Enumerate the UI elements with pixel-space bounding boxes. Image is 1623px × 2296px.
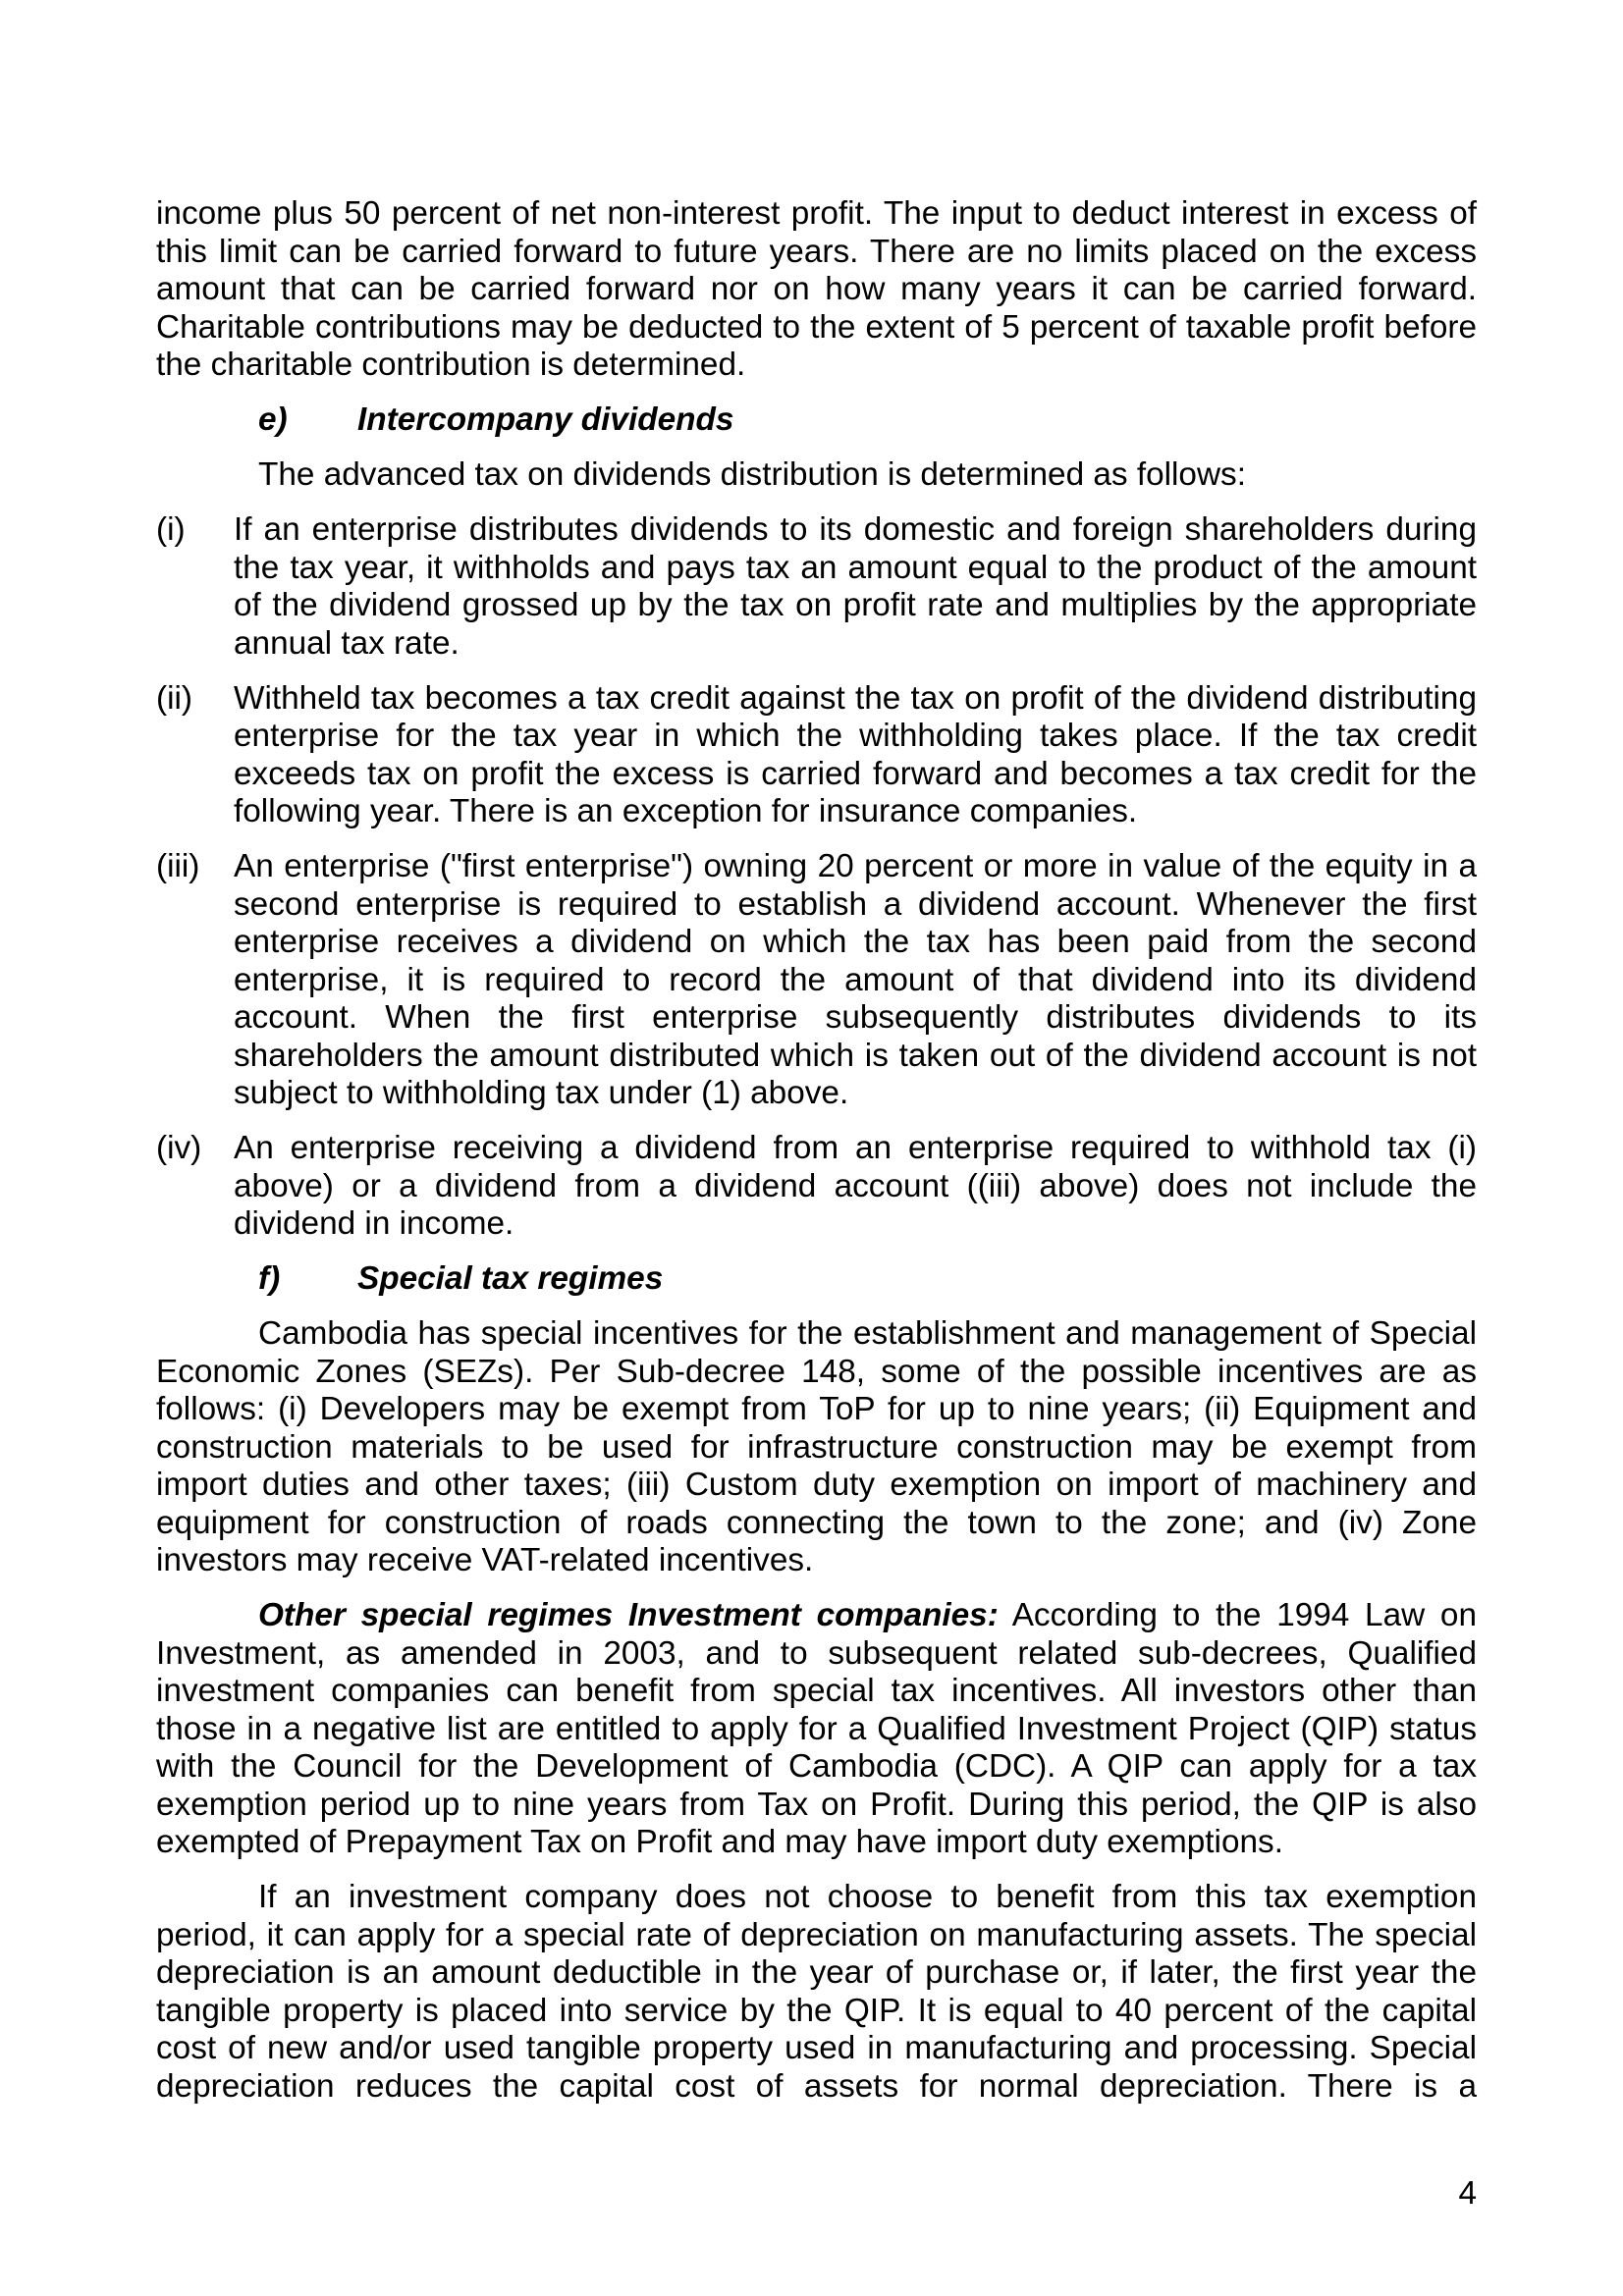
run-in-heading: Other special regimes Investment companies: xyxy=(258,1597,999,1633)
paragraph-line: dividend in income. xyxy=(234,1205,514,1242)
paragraph-line: The advanced tax on dividends distribution is determined as follows: xyxy=(258,456,1246,493)
paragraph-line: enterprise receives a dividend on which the tax has been paid from the second xyxy=(234,924,1477,960)
section-intro-paragraph xyxy=(156,456,1477,495)
paragraph-special-depreciation xyxy=(156,1879,1477,2106)
list-item-label: (ii) xyxy=(156,679,193,717)
paragraph-line: those in a negative list are entitled to apply for a Qualified Investment Project (QIP) status xyxy=(156,1710,1477,1747)
paragraph-line: enterprise, it is required to record the amount of that dividend into its dividend xyxy=(234,961,1477,998)
paragraph-line: An enterprise ("first enterprise") owning 20 percent or more in value of the equity in a xyxy=(234,848,1477,884)
section-heading-special-tax-regimes xyxy=(156,1260,1477,1299)
paragraph-investment-companies xyxy=(156,1597,1477,1862)
paragraph-line: If an enterprise distributes dividends to its domestic and foreign shareholders during xyxy=(234,511,1477,548)
paragraph-line: construction materials to be used for infrastructure construction may be exempt from xyxy=(156,1428,1477,1466)
paragraph-line: import duties and other taxes; (iii) Custom duty exemption on import of machinery and xyxy=(156,1467,1477,1503)
paragraph-line: enterprise for the tax year in which the withholding takes place. If the tax credit xyxy=(234,718,1477,754)
list-item-text xyxy=(234,1130,1477,1244)
paragraph-line: follows: (i) Developers may be exempt from ToP for up to nine years; (ii) Equipment and xyxy=(156,1391,1477,1427)
paragraph-line: shareholders the amount distributed which is taken out of the dividend account is not xyxy=(234,1037,1477,1074)
paragraph-line: Economic Zones (SEZs). Per Sub-decree 148, some of the possible incentives are as xyxy=(156,1353,1477,1390)
paragraph-continued xyxy=(156,195,1477,385)
paragraph-line: investment companies can benefit from special tax incentives. All investors other than xyxy=(156,1673,1477,1709)
list-item-text xyxy=(234,511,1477,663)
paragraph-line: depreciation reduces the capital cost of assets for normal depreciation. There is a xyxy=(156,2067,1477,2105)
paragraph-line: this limit can be carried forward to future years. There are no limits placed on the excess xyxy=(156,233,1477,270)
section-heading-intercompany-dividends xyxy=(156,401,1477,440)
paragraph-line: exempted of Prepayment Tax on Profit and may have import duty exemptions. xyxy=(156,1824,1283,1860)
list-item-label: (iv) xyxy=(156,1130,202,1166)
paragraph-line: income plus 50 percent of net non-interest profit. The input to deduct interest in excess of xyxy=(156,195,1477,232)
paragraph-line: the charitable contribution is determined. xyxy=(156,347,746,383)
paragraph-line: period, it can apply for a special rate of depreciation on manufacturing assets. The special xyxy=(156,1916,1477,1953)
section-number: e) xyxy=(258,401,288,438)
paragraph-line: with the Council for the Development of Cambodia (CDC). A QIP can apply for a tax xyxy=(156,1748,1477,1785)
paragraph-line: Investment, as amended in 2003, and to subsequent related sub-decrees, Qualified xyxy=(156,1634,1477,1672)
page-body xyxy=(156,195,1477,2123)
paragraph-line: subject to withholding tax under (1) above. xyxy=(234,1075,849,1111)
paragraph-line: equipment for construction of roads connecting the town to the zone; and (iv) Zone xyxy=(156,1504,1477,1541)
paragraph-line: exemption period up to nine years from Tax on Profit. During this period, the QIP is also xyxy=(156,1786,1477,1823)
paragraph-line xyxy=(156,1597,1477,1635)
paragraph-line: Withheld tax becomes a tax credit against the tax on profit of the dividend distributing xyxy=(234,679,1477,717)
paragraph-line: of the dividend grossed up by the tax on profit rate and multiplies by the appropriate xyxy=(234,587,1477,623)
paragraph-line: the tax year, it withholds and pays tax an amount equal to the product of the amount xyxy=(234,549,1477,586)
paragraph-line: tangible property is placed into service by the QIP. It is equal to 40 percent of the capital xyxy=(156,1992,1477,2029)
list-item xyxy=(156,511,1477,663)
paragraph-line: Charitable contributions may be deducted to the extent of 5 percent of taxable profit before xyxy=(156,308,1477,346)
list-item-label: (i) xyxy=(156,511,186,548)
section-title: Special tax regimes xyxy=(357,1260,664,1297)
list-item-text xyxy=(234,680,1477,831)
paragraph-line: exceeds tax on profit the excess is carried forward and becomes a tax credit for the xyxy=(234,755,1477,792)
paragraph-line: account. When the first enterprise subsequently distributes dividends to its xyxy=(234,999,1477,1036)
paragraph-line: cost of new and/or used tangible property used in manufacturing and processing. Special xyxy=(156,2030,1477,2066)
paragraph-line: An enterprise receiving a dividend from an enterprise required to withhold tax (i) xyxy=(234,1130,1477,1166)
list-item xyxy=(156,1130,1477,1244)
paragraph-line: Cambodia has special incentives for the establishment and management of Special xyxy=(258,1315,1477,1352)
paragraph-line: amount that can be carried forward nor on how many years it can be carried forward. xyxy=(156,271,1477,307)
paragraph-special-economic-zones xyxy=(156,1315,1477,1580)
paragraph-line: If an investment company does not choose to benefit from this tax exemption xyxy=(258,1879,1477,1915)
paragraph-line-text: According to the 1994 Law on xyxy=(1011,1597,1477,1633)
section-title: Intercompany dividends xyxy=(357,401,734,438)
page-number: 4 xyxy=(1458,2175,1477,2212)
paragraph-line: annual tax rate. xyxy=(234,624,460,662)
paragraph-line: depreciation is an amount deductible in the year of purchase or, if later, the first year the xyxy=(156,1954,1477,1991)
list-item-text xyxy=(234,848,1477,1113)
list-item-label: (iii) xyxy=(156,848,200,884)
list-item xyxy=(156,848,1477,1113)
paragraph-line: investors may receive VAT-related incentives. xyxy=(156,1542,814,1578)
paragraph-line: following year. There is an exception for insurance companies. xyxy=(234,793,1138,829)
list-item xyxy=(156,680,1477,831)
paragraph-line: second enterprise is required to establish a dividend account. Whenever the first xyxy=(234,885,1477,923)
paragraph-line: above) or a dividend from a dividend account ((iii) above) does not include the xyxy=(234,1167,1477,1204)
section-number: f) xyxy=(258,1260,281,1297)
